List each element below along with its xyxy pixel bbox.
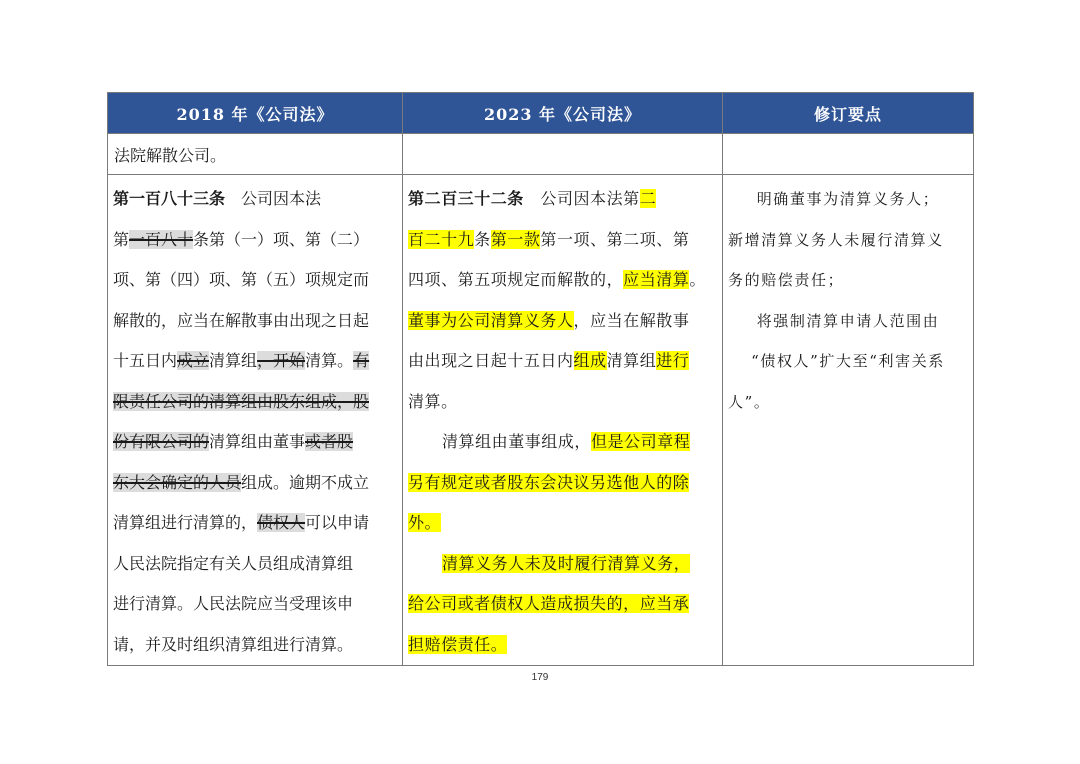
text-segment: 清算组 [209,351,258,370]
highlighted-text: 担赔偿责任。 [408,634,508,654]
note-line: 务的赔偿责任； [728,271,845,289]
text-line [113,382,397,423]
text-line [408,220,717,261]
page-number: 179 [531,672,549,683]
article-row [108,175,974,666]
continuation-row [108,134,974,175]
text-line [113,625,397,666]
cell-2018-law [108,175,403,666]
highlighted-text: 清算义务人未及时履行清算义务， [442,553,691,573]
text-segment: 解散的，应当在解散事由出现之日起 [113,310,370,330]
header-row [108,93,974,134]
highlighted-text: 进行 [656,351,690,370]
text-segment: 十五日内 [113,351,178,370]
highlighted-text: 给公司或者债权人造成损失的，应当承 [408,594,690,613]
text-segment: 清算。 [305,351,354,370]
header-2023: 2023 年《公司法》 [403,93,723,134]
text-segment: 第一百八十三条 [113,189,226,208]
text-line [408,544,717,585]
cont-cell-2018: 法院解散公司。 [108,134,403,175]
text-line [113,179,397,220]
text-segment: 进行清算。人民法院应当受理该申 [113,594,354,613]
text-segment: 第二百三十二条 [408,189,524,208]
text-segment: 清算组由董事 [209,432,306,451]
deleted-text: 债权人 [257,513,306,532]
text-line [113,544,397,585]
highlighted-text: 第一款 [490,229,541,249]
deleted-text: 或者股 [305,432,354,451]
text-2018 [108,175,402,665]
text-line [113,422,397,463]
note-line: 将强制清算申请人范围由 [756,311,940,330]
text-segment: 组成。逾期不成立 [241,472,370,492]
highlighted-text: 董事为公司清算义务人 [408,310,574,330]
text-segment: 条第（一）项、第（二） [193,229,370,249]
text-line [113,503,397,544]
text-line [113,341,397,382]
text-line [408,341,717,382]
text-segment: 请，并及时组织清算组进行清算。 [113,634,354,654]
text-segment: 公司因本法第 [523,189,640,208]
cont-cell-notes [723,134,974,175]
text-line [113,301,397,342]
deleted-text: 一百八十 [129,229,194,249]
text-segment: 清算组进行清算的， [113,513,258,532]
text-2023 [403,175,722,665]
text-segment: 项、第（四）项、第（五）项规定而 [113,270,370,289]
cell-2023-law [403,175,723,666]
highlighted-text: 外。 [408,513,442,532]
comparison-table [107,92,974,666]
cont-cell-2023 [403,134,723,175]
text-line [113,584,397,625]
deleted-text: 成立 [177,351,210,370]
text-segment: 清算组 [606,351,657,370]
text-segment: 。 [689,270,706,289]
highlighted-text: 百二十九 [408,229,475,249]
deleted-text: 有 [353,351,370,370]
text-line [113,260,397,301]
deleted-text: 份有限公司的 [113,432,210,451]
highlighted-text: 应当清算 [623,270,690,289]
text-line [408,301,717,342]
text-line [408,260,717,301]
text-segment: 四项、第五项规定而解散的， [408,270,624,289]
text-segment: 条 [474,229,491,249]
header-notes: 修订要点 [723,93,974,134]
header-2018: 2018 年《公司法》 [108,93,403,134]
text-line [113,220,397,261]
deleted-text: 东大会确定的人员 [113,472,242,492]
text-segment: 第 [113,229,130,249]
text-segment: 可以申请 [305,513,370,532]
note-line: 新增清算义务人未履行清算义 [728,230,944,249]
text-line [408,463,717,504]
deleted-text: 限责任公司的清算组由股东组成，股 [113,391,370,411]
text-line [408,625,717,666]
note-line: “债权人”扩大至“利害关系 [751,352,945,370]
highlighted-text: 但是公司章程 [590,432,691,451]
text-segment: 清算组由董事组成， [442,432,591,451]
note-line: 明确董事为清算义务人； [756,190,940,208]
text-segment: ，应当在解散事 [573,310,690,330]
text-line [408,382,717,423]
text-line [408,584,717,625]
deleted-text: ，开始 [257,351,306,370]
highlighted-text: 组成 [573,351,607,370]
text-line [408,179,717,220]
text-notes [723,175,973,422]
text-segment: 清算。 [408,391,458,411]
text-segment: 由出现之日起十五日内 [408,351,574,370]
text-line [113,463,397,504]
text-line [408,422,717,463]
note-line: 人”。 [728,392,771,411]
highlighted-text: 二 [639,189,657,208]
text-segment: 第一项、第二项、第 [540,229,690,249]
text-segment: 人民法院指定有关人员组成清算组 [113,553,354,573]
cell-revision-notes [723,175,974,666]
text-line [408,503,717,544]
highlighted-text: 另有规定或者股东会决议另选他人的除 [408,472,690,492]
text-segment: 公司因本法 [225,189,322,208]
